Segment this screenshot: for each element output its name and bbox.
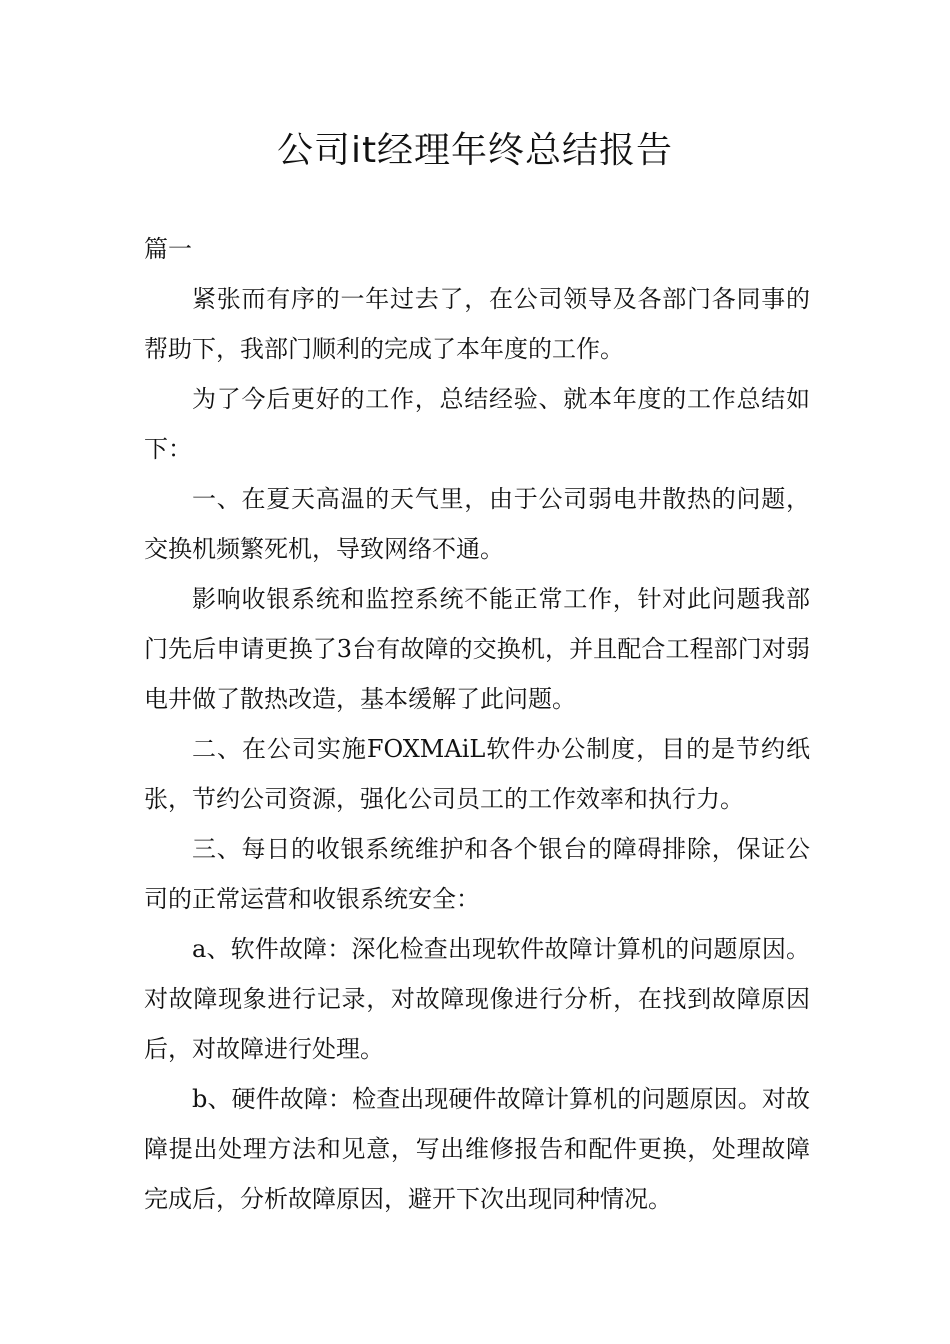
document-body <box>144 224 810 1224</box>
paragraph-summary-lead: 为了今后更好的工作，总结经验、就本年度的工作总结如下： <box>144 385 810 463</box>
paragraph-intro: 紧张而有序的一年过去了，在公司领导及各部门各同事的帮助下，我部门顺利的完成了本年度的工作。 <box>144 285 810 363</box>
document-title: 公司it经理年终总结报告 <box>276 130 674 171</box>
paragraph-item-three: 三、每日的收银系统维护和各个银台的障碍排除，保证公司的正常运营和收银系统安全： <box>144 835 810 913</box>
paragraph-software-fault: a、软件故障：深化检查出现软件故障计算机的问题原因。对故障现象进行记录，对故障现像进行分析，在找到故障原因后，对故障进行处理。 <box>144 935 810 1063</box>
paragraph-item-one-detail: 影响收银系统和监控系统不能正常工作，针对此问题我部门先后申请更换了3台有故障的交换机，并且配合工程部门对弱电井做了散热改造，基本缓解了此问题。 <box>144 585 810 713</box>
paragraph-item-one: 一、在夏天高温的天气里，由于公司弱电井散热的问题，交换机频繁死机，导致网络不通。 <box>144 485 810 563</box>
paragraph-item-two: 二、在公司实施FOXMAiL软件办公制度，目的是节约纸张，节约公司资源，强化公司员工的工作效率和执行力。 <box>144 735 810 813</box>
section-label: 篇一 <box>144 235 192 263</box>
paragraph-hardware-fault: b、硬件故障：检查出现硬件故障计算机的问题原因。对故障提出处理方法和见意，写出维修报告和配件更换，处理故障完成后，分析故障原因，避开下次出现同种情况。 <box>144 1085 810 1213</box>
